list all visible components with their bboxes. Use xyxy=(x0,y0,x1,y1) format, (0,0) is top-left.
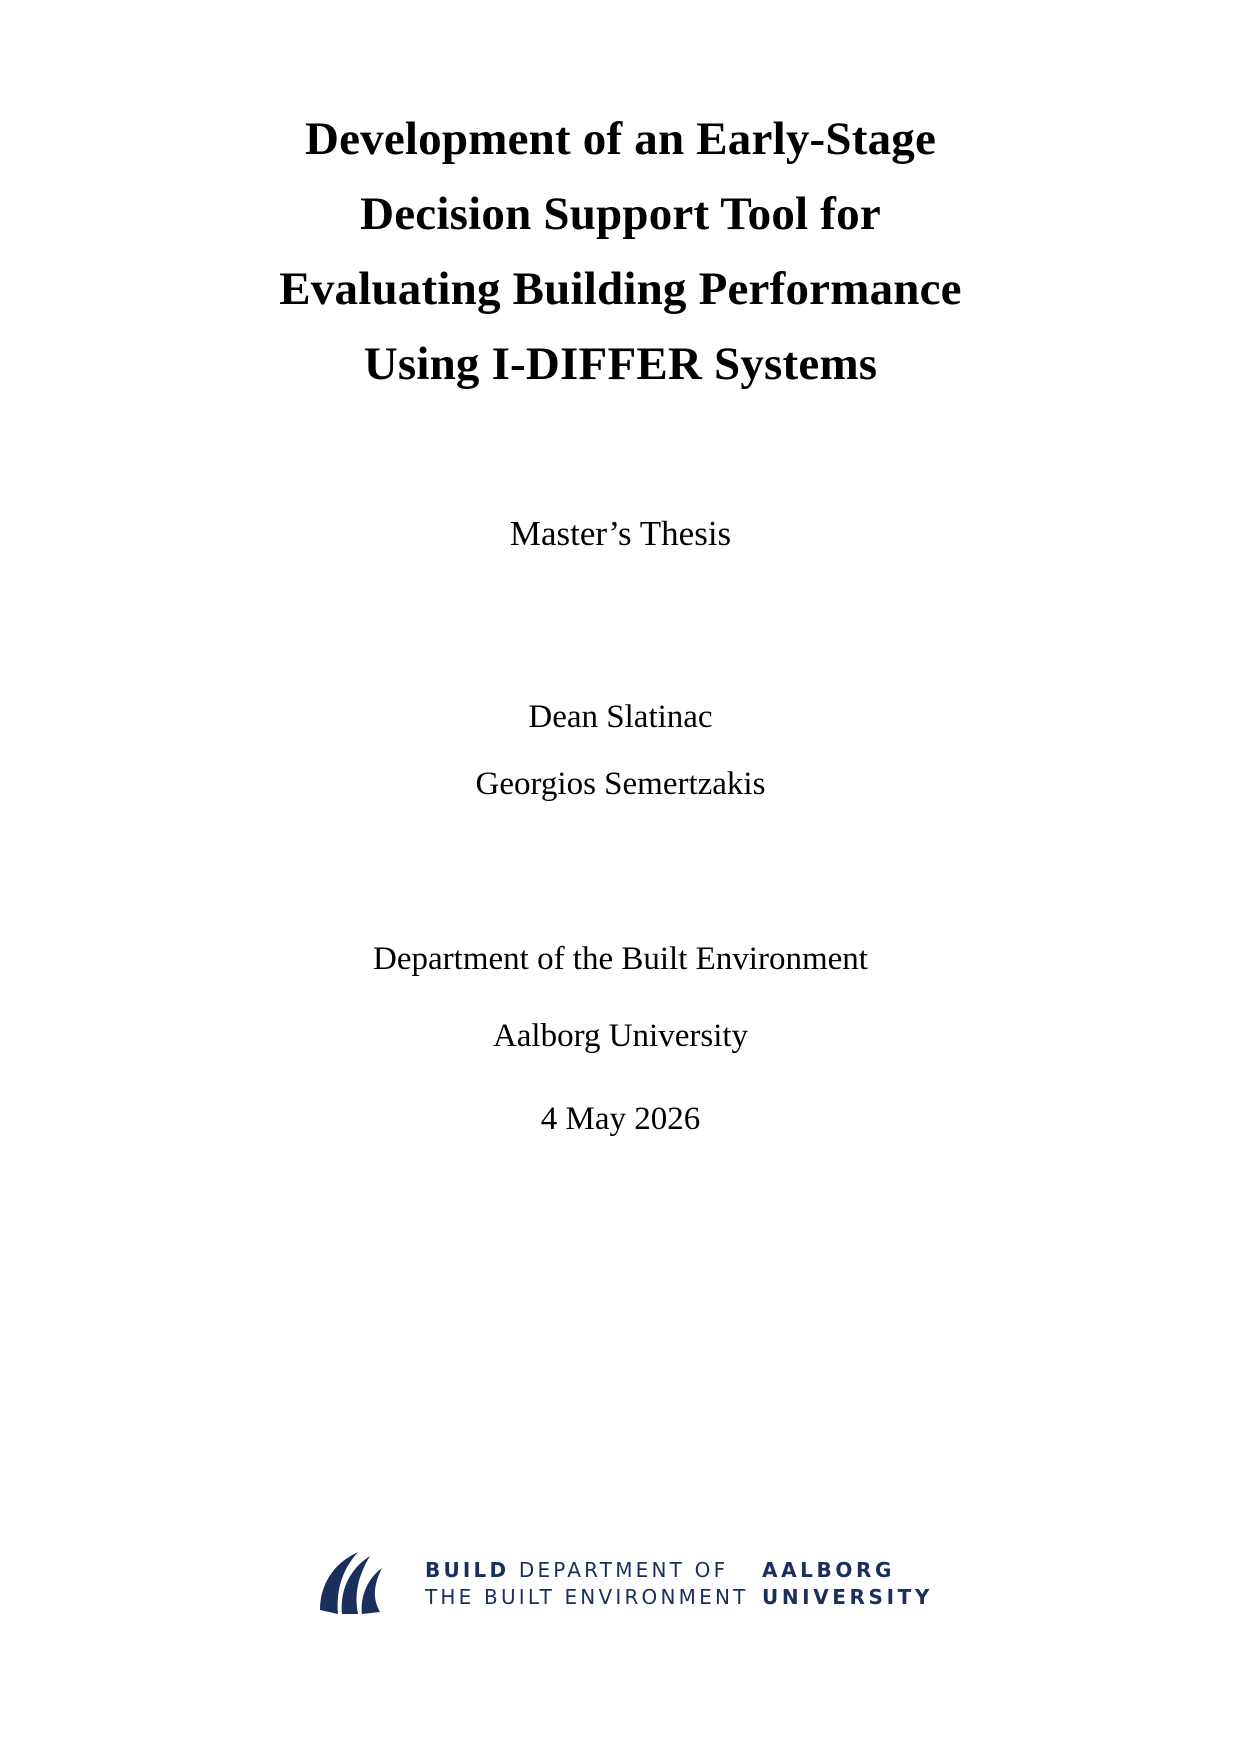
build-department-of: DEPARTMENT OF xyxy=(509,1558,729,1582)
aau-wave-logo-icon xyxy=(318,1548,384,1615)
university: Aalborg University xyxy=(492,1018,749,1054)
aau-logotype-line-2: UNIVERSITY xyxy=(762,1585,933,1609)
aalborg-university-logotype xyxy=(762,1557,933,1611)
department: Department of the Built Environment xyxy=(373,941,868,977)
author-1: Dean Slatinac xyxy=(528,699,713,735)
thesis-title xyxy=(0,102,1241,402)
title-line-3: Evaluating Building Performance xyxy=(279,263,962,315)
build-logotype-line-2: THE BUILT ENVIRONMENT xyxy=(425,1585,749,1609)
submission-date: 4 May 2026 xyxy=(540,1101,701,1137)
title-line-2: Decision Support Tool for xyxy=(360,188,881,240)
thesis-type: Master’s Thesis xyxy=(509,514,732,553)
build-department-logotype xyxy=(425,1557,749,1611)
aau-logotype-line-1: AALBORG xyxy=(762,1558,895,1582)
build-wordmark: BUILD xyxy=(425,1558,510,1582)
footer-logos xyxy=(0,1545,1241,1625)
build-logotype-line-1 xyxy=(425,1557,749,1584)
title-line-1: Development of an Early-Stage xyxy=(304,113,937,165)
title-line-4: Using I-DIFFER Systems xyxy=(363,338,878,390)
author-2: Georgios Semertzakis xyxy=(475,766,766,802)
